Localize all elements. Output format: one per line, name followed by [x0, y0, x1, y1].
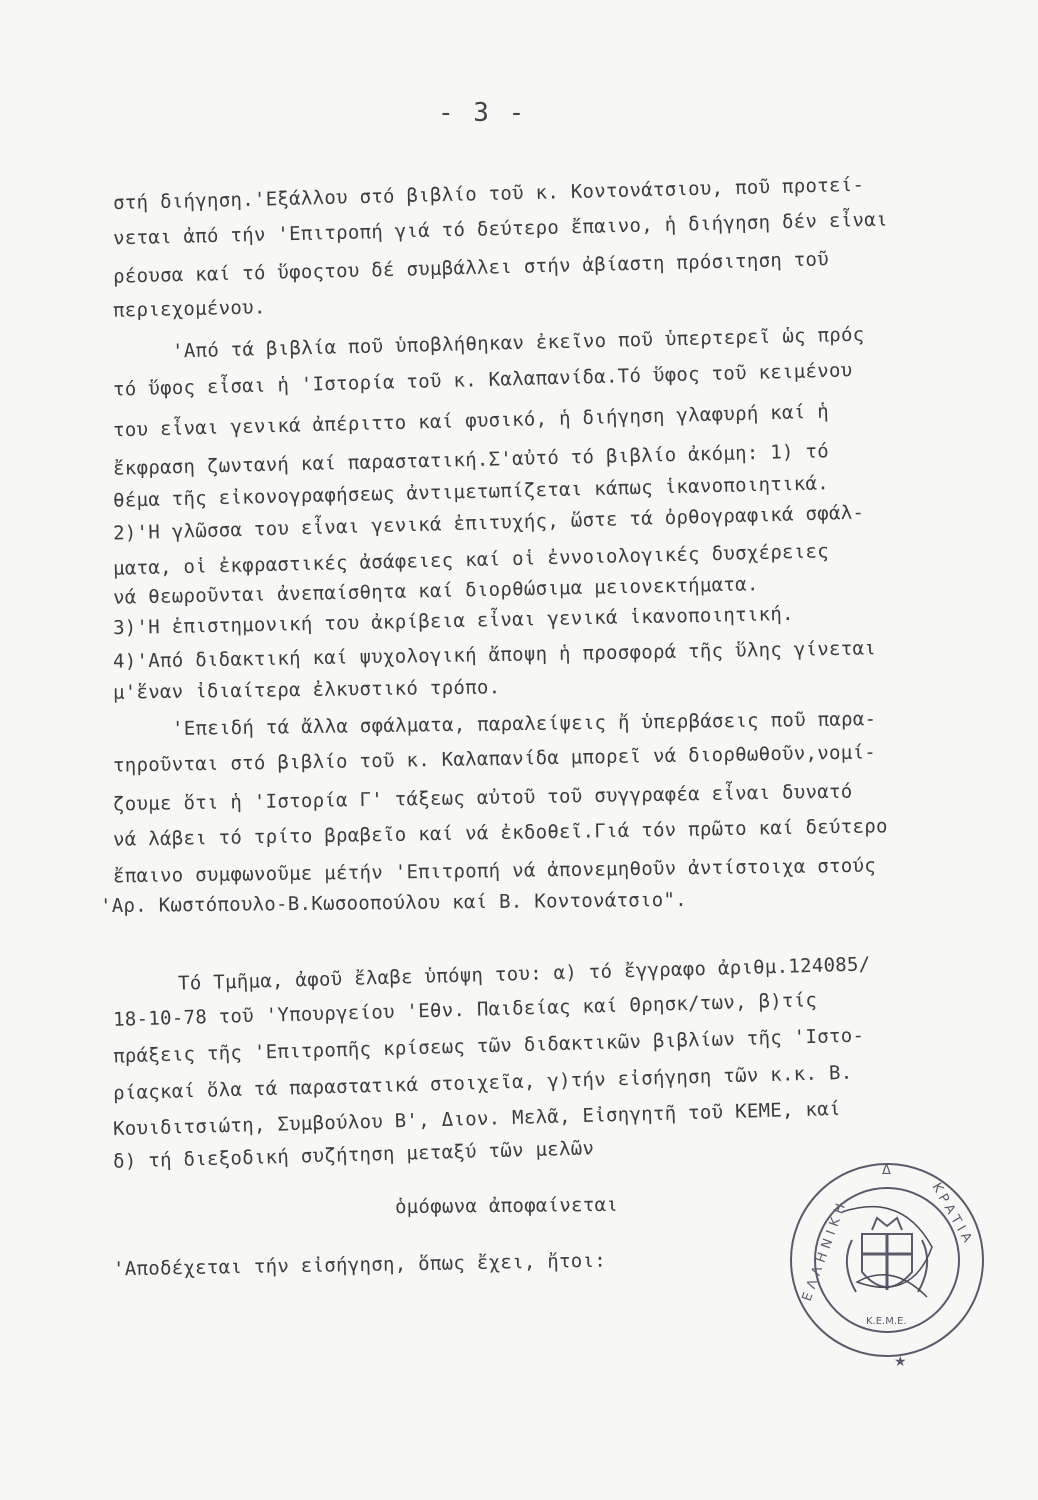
text-line: μ'ἕναν ἰδιαίτερα ἐλκυστικό τρόπο. — [112, 676, 501, 704]
text-line: ζουμε ὅτι ἡ 'Ιστορία Γ' τάξεως αὐτοῦ τοῦ συγγραφέα εἶναι δυνατό — [112, 780, 853, 816]
text-line: 3)'Η ἐπιστημονική του ἀκρίβεια εἶναι γενικά ἱκανοποιητική. — [112, 602, 795, 640]
text-line: 'Επειδή τά ἄλλα σφάλματα, παραλείψεις ἤ ὑπερβάσεις ποῦ παρα- — [171, 708, 877, 740]
text-line: νεται ἀπό τήν 'Επιτροπή γιά τό δεύτερο ἔπαινο, ἡ διήγηση δέν εἶναι — [112, 208, 888, 250]
text-line: θέμα τῆς εἰκονογραφήσεως ἀντιμετωπίζεται κάπως ἱκανοποιητικά. — [112, 472, 830, 512]
text-line: νά θεωροῦνται ἀνεπαίσθητα καί διορθώσιμα μειονεκτήματα. — [112, 573, 759, 609]
text-line: 18-10-78 τοῦ 'Υπουργείου 'Εθν. Παιδείας καί Θρησκ/των, β)τίς — [112, 989, 818, 1031]
text-line: ρέουσα καί τό ὕφοςτου δέ συμβάλλει στήν ἀβίαστη πρόσιτηση τοῦ — [112, 248, 830, 288]
svg-text:Δ: Δ — [882, 1163, 891, 1178]
text-line: 'Αρ. Κωστόπουλο-Β.Κωσοοπούλου καί Β. Κοντονάτσιο". — [99, 888, 688, 918]
text-line: 'Από τά βιβλία ποῦ ὑποβλήθηκαν ἐκεῖνο ποῦ ὑπερτερεῖ ὡς πρός — [171, 323, 865, 363]
text-line: του εἶναι γενικά ἀπέριττο καί φυσικό, ἡ διήγηση γλαφυρή καί ἡ — [112, 400, 830, 442]
official-seal-stamp — [782, 1152, 992, 1372]
text-line: νά λάβει τό τρίτο βραβεῖο καί νά ἐκδοθεῖ.Γιά τόν πρῶτο καί δεύτερο — [112, 815, 888, 851]
text-line: ρίαςκαί ὅλα τά παραστατικά στοιχεῖα, γ)τήν εἰσήγηση τῶν κ.κ. Β. — [112, 1061, 853, 1105]
laurel-left-icon — [847, 1240, 856, 1292]
text-line: περιεχομένου. — [112, 296, 266, 322]
text-line: Τό Τμῆμα, ἀφοῦ ἔλαβε ὑπόψη του: α) τό ἔγγραφο ἀριθμ.124085/ — [177, 953, 871, 995]
crown-icon — [872, 1218, 902, 1230]
closing-line: 'Αποδέχεται τήν εἰσήγηση, ὅπως ἔχει, ἤτοι: — [112, 1249, 607, 1281]
star-icon: ★ — [894, 1354, 907, 1370]
text-line: στή διήγηση.'Εξάλλου στό βιβλίο τοῦ κ. Κοντονάτσιου, ποῦ προτεί- — [112, 173, 865, 215]
text-line: ἔπαινο συμφωνοῦμε μέτήν 'Επιτροπή νά ἀπονεμηθοῦν ἀντίστοιχα στούς — [112, 854, 877, 888]
svg-text:ΚΡΑΤΙΑ: ΚΡΑΤΙΑ — [928, 1180, 977, 1249]
page-number: - 3 - — [438, 98, 527, 128]
text-line: 4)'Από διδακτική καί ψυχολογική ἄποψη ἡ προσφορά τῆς ὕλης γίνεται — [112, 637, 877, 673]
decision-heading: ὁμόφωνα ἀποφαίνεται — [394, 1193, 619, 1219]
text-line: 2)'Η γλῶσσα του εἶναι γενικά ἐπιτυχής, ὥστε τά ὀρθογραφικά σφάλ- — [112, 501, 865, 545]
text-line: τηροῦνται στό βιβλίο τοῦ κ. Καλαπανίδα μπορεῖ νά διορθωθοῦν,νομί- — [112, 741, 877, 777]
text-line: ἔκφραση ζωντανή καί παραστατική.Σ'αὐτό τό βιβλίο ἀκόμη: 1) τό — [112, 440, 830, 480]
text-line: τό ὕφος εἶσαι ἡ 'Ιστορία τοῦ κ. Καλαπανίδα.Τό ὕφος τοῦ κειμένου — [112, 359, 853, 401]
text-line: πράξεις τῆς 'Επιτροπῆς κρίσεως τῶν διδακτικῶν βιβλίων τῆς 'Ιστο- — [112, 1024, 865, 1068]
text-line: Κουιδιτσιώτη, Συμβούλου Β', Διον. Μελᾶ, Εἰσηγητῆ τοῦ ΚΕΜΕ, καί — [112, 1097, 841, 1141]
text-line: δ) τή διεξοδική συζήτηση μεταξύ τῶν μελῶν — [112, 1137, 595, 1173]
text-line: ματα, οἱ ἐκφραστικές ἀσάφειες καί οἱ ἐννοιολογικές δυσχέρειες — [112, 540, 830, 580]
svg-text:Κ.Ε.Μ.Ε.: Κ.Ε.Μ.Ε. — [866, 1316, 907, 1327]
svg-text:ΕΛΛΗΝΙΚΗ: ΕΛΛΗΝΙΚΗ — [799, 1197, 851, 1304]
